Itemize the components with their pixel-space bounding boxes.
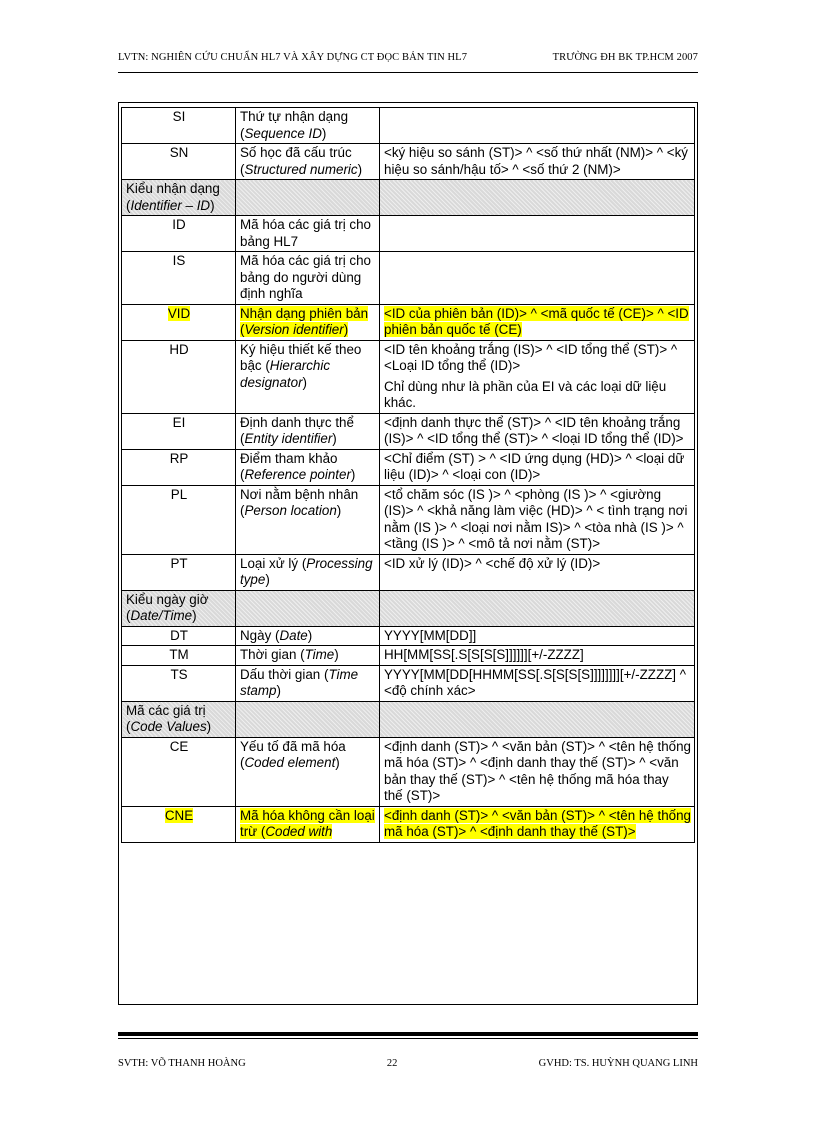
footer-advisor: GVHD: TS. HUỲNH QUANG LINH — [538, 1058, 698, 1069]
type-components: <ID xử lý (ID)> ^ <chế độ xử lý (ID)> — [380, 554, 695, 590]
footer-student: SVTH: VÕ THANH HOÀNG — [118, 1058, 246, 1069]
type-code: ID — [122, 216, 236, 252]
section-title: Mã các giá trị (Code Values) — [122, 701, 236, 737]
type-description: Ngày (Date) — [236, 626, 380, 646]
type-code: HD — [122, 340, 236, 413]
type-description: Mã hóa các giá trị cho bảng HL7 — [236, 216, 380, 252]
type-code: EI — [122, 413, 236, 449]
type-components — [380, 252, 695, 305]
type-components: <định danh (ST)> ^ <văn bản (ST)> ^ <tên hệ thống mã hóa (ST)> ^ <định danh thay thế (ST)> — [380, 806, 695, 842]
section-title: Kiểu nhận dạng (Identifier – ID) — [122, 180, 236, 216]
table-row — [122, 665, 695, 701]
type-note: Chỉ dùng như là phần của EI và các loại dữ liệu khác. — [384, 378, 667, 410]
type-description: Định danh thực thể (Entity identifier) — [236, 413, 380, 449]
type-description: Nơi nằm bệnh nhân (Person location) — [236, 485, 380, 554]
section-title: Kiểu ngày giờ (Date/Time) — [122, 590, 236, 626]
table-row — [122, 340, 695, 413]
page-number: 22 — [386, 1058, 398, 1069]
table-row — [122, 144, 695, 180]
type-code: PL — [122, 485, 236, 554]
type-description: Mã hóa các giá trị cho bảng do người dùng định nghĩa — [236, 252, 380, 305]
type-components — [380, 108, 695, 144]
type-description: Dấu thời gian (Time stamp) — [236, 665, 380, 701]
type-components: YYYY[MM[DD]] — [380, 626, 695, 646]
section-row — [122, 180, 695, 216]
type-description: Mã hóa không cần loại trừ (Coded with — [236, 806, 380, 842]
section-row — [122, 590, 695, 626]
type-code: PT — [122, 554, 236, 590]
table-row — [122, 449, 695, 485]
table-row — [122, 304, 695, 340]
document-frame — [118, 102, 698, 1005]
section-row — [122, 701, 695, 737]
type-code: VID — [122, 304, 236, 340]
table-row — [122, 737, 695, 806]
header-rule — [118, 72, 698, 73]
table-row — [122, 485, 695, 554]
type-components: <Chỉ điểm (ST) > ^ <ID ứng dụng (HD)> ^ <loại dữ liệu (ID)> ^ <loại con (ID)> — [380, 449, 695, 485]
page-header — [118, 52, 698, 63]
type-components: <định danh thực thể (ST)> ^ <ID tên khoảng trắng (IS)> ^ <ID tổng thể (ST)> ^ <loại ID tổng thể (ID)> — [380, 413, 695, 449]
footer-rule-thin — [118, 1038, 698, 1039]
type-description: Thời gian (Time) — [236, 646, 380, 666]
table-row — [122, 554, 695, 590]
type-components: <ID của phiên bản (ID)> ^ <mã quốc tế (CE)> ^ <ID phiên bản quốc tế (CE) — [380, 304, 695, 340]
table-row — [122, 108, 695, 144]
type-components: <định danh (ST)> ^ <văn bản (ST)> ^ <tên hệ thống mã hóa (ST)> ^ <định danh thay thế (ST)> ^ <văn bản thay thế (ST)> ^ <tên hệ thống mã hóa thay thế (ST)> — [380, 737, 695, 806]
type-description: Điểm tham khảo (Reference pointer) — [236, 449, 380, 485]
type-description: Ký hiệu thiết kế theo bậc (Hierarchic designator) — [236, 340, 380, 413]
type-components: <tổ chăm sóc (IS )> ^ <phòng (IS )> ^ <giường (IS)> ^ <khả năng làm việc (HD)> ^ < tình trạng nơi nằm (IS )> ^ <loại nơi nằm IS)> ^ <tòa nhà (IS )> ^ <tầng (IS )> ^ <mô tả nơi nằm (ST)> — [380, 485, 695, 554]
type-code: SI — [122, 108, 236, 144]
type-description: Thứ tự nhận dạng (Sequence ID) — [236, 108, 380, 144]
table-row — [122, 413, 695, 449]
type-code: TS — [122, 665, 236, 701]
type-components: <ID tên khoảng trắng (IS)> ^ <ID tổng thể (ST)> ^ <Loại ID tổng thể (ID)> Chỉ dùng như là phần của EI và các loại dữ liệu khác. — [380, 340, 695, 413]
footer-rule-thick — [118, 1032, 698, 1036]
type-code: SN — [122, 144, 236, 180]
type-code: RP — [122, 449, 236, 485]
type-code: CE — [122, 737, 236, 806]
type-description: Số học đã cấu trúc (Structured numeric) — [236, 144, 380, 180]
type-components: YYYY[MM[DD[HHMM[SS[.S[S[S[S]]]]]]]][+/-ZZZZ] ^ <độ chính xác> — [380, 665, 695, 701]
type-components — [380, 216, 695, 252]
type-code: TM — [122, 646, 236, 666]
data-types-table — [121, 107, 695, 843]
type-description: Loại xử lý (Processing type) — [236, 554, 380, 590]
type-code: DT — [122, 626, 236, 646]
page-footer — [118, 1058, 698, 1069]
type-components: HH[MM[SS[.S[S[S[S]]]]]][+/-ZZZZ] — [380, 646, 695, 666]
table-row — [122, 216, 695, 252]
type-code: CNE — [122, 806, 236, 842]
header-school: TRƯỜNG ĐH BK TP.HCM 2007 — [552, 52, 698, 63]
table-row — [122, 252, 695, 305]
type-components: <ký hiệu so sánh (ST)> ^ <số thứ nhất (NM)> ^ <ký hiệu so sánh/hậu tố> ^ <số thứ 2 (NM)> — [380, 144, 695, 180]
type-description: Nhận dạng phiên bản (Version identifier) — [236, 304, 380, 340]
type-description: Yếu tố đã mã hóa (Coded element) — [236, 737, 380, 806]
table-row — [122, 626, 695, 646]
type-code: IS — [122, 252, 236, 305]
header-title: LVTN: NGHIÊN CỨU CHUẨN HL7 VÀ XÂY DỰNG CT ĐỌC BẢN TIN HL7 — [118, 52, 468, 63]
table-row — [122, 646, 695, 666]
table-row — [122, 806, 695, 842]
